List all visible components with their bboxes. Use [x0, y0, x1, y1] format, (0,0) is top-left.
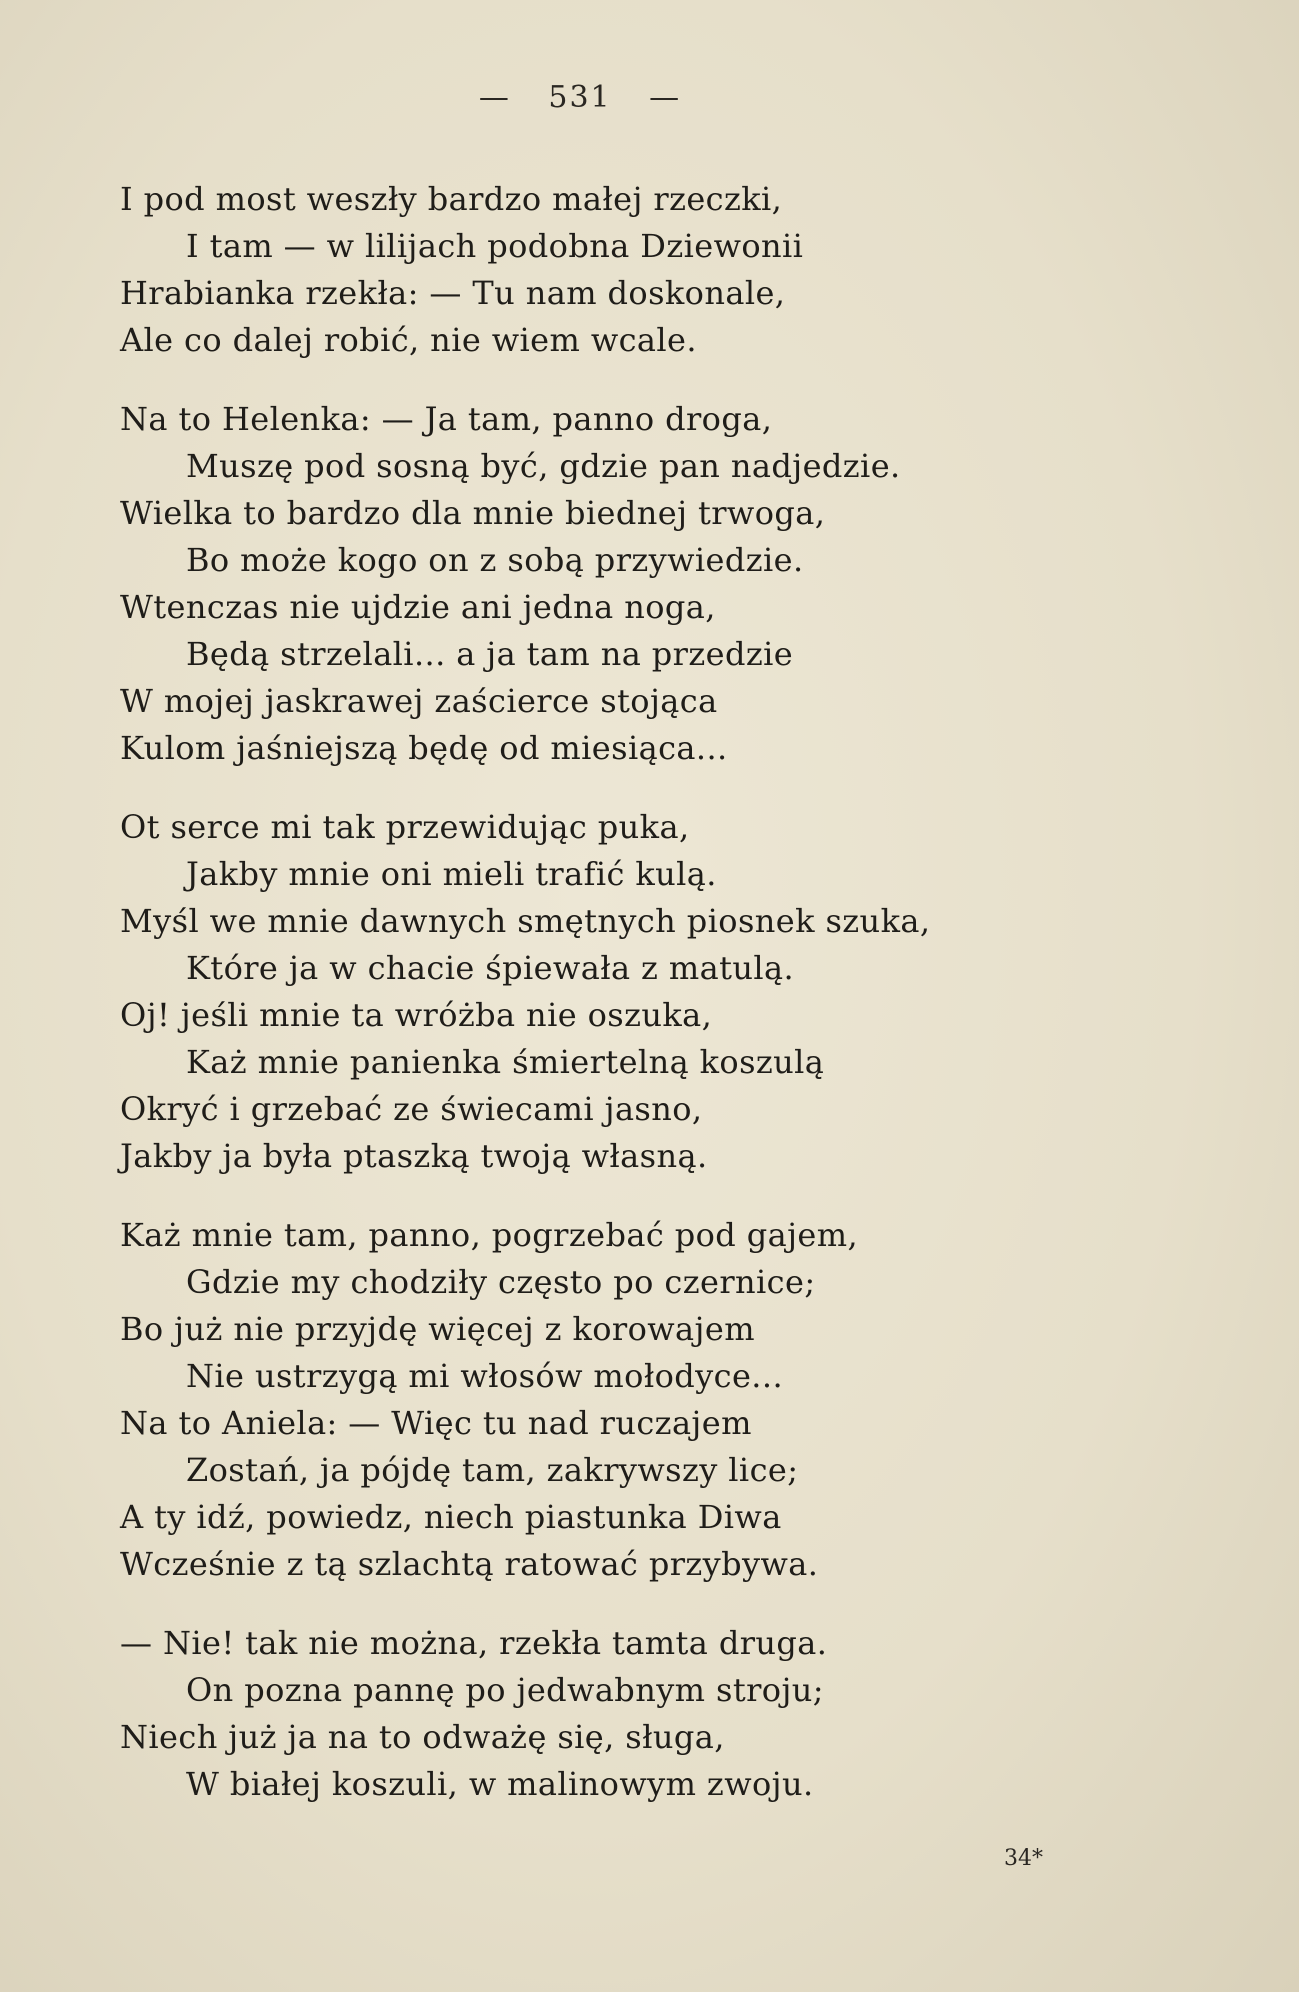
poem-line: W białej koszuli, w malinowym zwoju.: [186, 1765, 814, 1803]
poem-line: Niech już ja na to odważę się, sługa,: [120, 1718, 725, 1756]
poem-line: Oj! jeśli mnie ta wróżba nie oszuka,: [120, 996, 713, 1034]
poem-line: Zostań, ja pójdę tam, zakrywszy lice;: [186, 1451, 799, 1489]
poem-line: I pod most weszły bardzo małej rzeczki,: [120, 180, 783, 218]
poem-line: Bo już nie przyjdę więcej z korowajem: [120, 1310, 755, 1348]
poem-line: Wielka to bardzo dla mnie biednej trwoga,: [120, 494, 826, 532]
poem-line: Na to Helenka: — Ja tam, panno droga,: [120, 400, 773, 438]
printer-signature-mark: 34*: [1004, 1846, 1043, 1871]
poem-line: On pozna pannę po jedwabnym stroju;: [186, 1671, 824, 1709]
poem-line: Ale co dalej robić, nie wiem wcale.: [120, 321, 697, 359]
stanza: [0, 176, 1299, 364]
stanza: [0, 396, 1299, 772]
poem-line: Wtenczas nie ujdzie ani jedna noga,: [120, 588, 716, 626]
poem-line: Nie ustrzygą mi włosów mołodyce...: [186, 1357, 784, 1395]
poem-line: I tam — w lilijach podobna Dziewonii: [186, 227, 804, 265]
poem-line: Muszę pod sosną być, gdzie pan nadjedzie.: [186, 447, 901, 485]
header-dash-right: —: [649, 80, 682, 115]
poem-line: Jakby mnie oni mieli trafić kulą.: [186, 855, 717, 893]
poem-line: Każ mnie tam, panno, pogrzebać pod gajem,: [120, 1216, 859, 1254]
header-dash-left: —: [478, 80, 511, 115]
poem-line: Gdzie my chodziły często po czernice;: [186, 1263, 816, 1301]
stanza: [0, 804, 1299, 1180]
page-number-header: [0, 80, 1160, 115]
poem-line: Hrabianka rzekła: — Tu nam doskonale,: [120, 274, 786, 312]
poem-line: Wcześnie z tą szlachtą ratować przybywa.: [120, 1545, 819, 1583]
poem-line: Na to Aniela: — Więc tu nad ruczajem: [120, 1404, 752, 1442]
poem-line: Będą strzelali... a ja tam na przedzie: [186, 635, 794, 673]
poem-line: Bo może kogo on z sobą przywiedzie.: [186, 541, 804, 579]
poem-line: Które ja w chacie śpiewała z matulą.: [186, 949, 795, 987]
page-number: 531: [548, 80, 612, 115]
stanza: [0, 1212, 1299, 1588]
poem-line: Każ mnie panienka śmiertelną koszulą: [186, 1043, 825, 1081]
poem-line: Ot serce mi tak przewidując puka,: [120, 808, 690, 846]
poem-line: Okryć i grzebać ze świecami jasno,: [120, 1090, 703, 1128]
poem-line: Kulom jaśniejszą będę od miesiąca...: [120, 729, 728, 767]
poem-line: Myśl we mnie dawnych smętnych piosnek szuka,: [120, 902, 931, 940]
poem-body: [0, 176, 1299, 1840]
poem-line: A ty idź, powiedz, niech piastunka Diwa: [120, 1498, 782, 1536]
poem-line: W mojej jaskrawej zaścierce stojąca: [120, 682, 718, 720]
stanza: [0, 1620, 1299, 1808]
poem-line: Jakby ja była ptaszką twoją własną.: [120, 1137, 708, 1175]
poem-line: — Nie! tak nie można, rzekła tamta druga.: [120, 1624, 828, 1662]
